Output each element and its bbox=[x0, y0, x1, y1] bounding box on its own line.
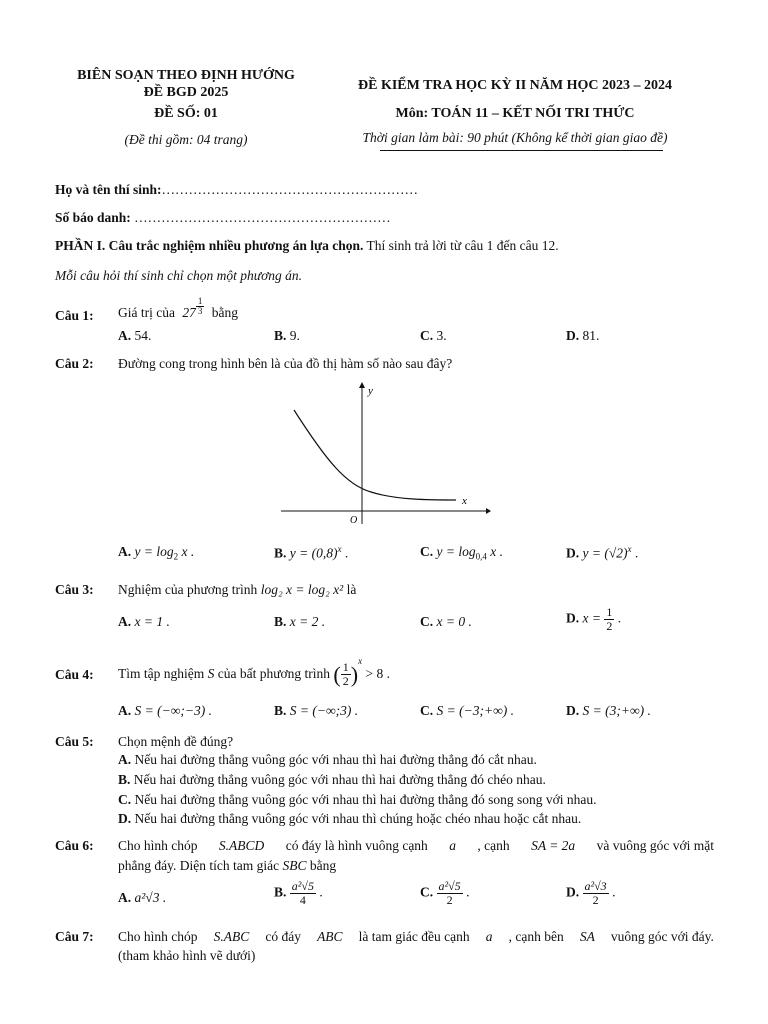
q6-c-fraction: $\frac{\text{a²√5}}{2}$ bbox=[438, 879, 461, 907]
q2-axis-x-label: x bbox=[462, 495, 467, 507]
q4-fraction: $\frac{1}{2}$ bbox=[342, 660, 349, 689]
part1-note: Mỗi câu hỏi thí sinh chỉ chọn một phương án. bbox=[55, 268, 303, 283]
q3-equation: log₂ x = log₂ x² bbox=[260, 582, 344, 597]
q6-option-c: C. $\frac{\text{a²√5}}{2}$ . bbox=[420, 879, 470, 907]
q5-option-b: B. Nếu hai đường thẳng vuông góc với nhau thì hai đường thẳng đó chéo nhau. bbox=[118, 772, 546, 787]
q2-option-a: A. $y = \log_2 x$ . bbox=[118, 544, 195, 562]
q2-y-arrow bbox=[359, 382, 365, 388]
part1-title: PHẦN I. Câu trắc nghiệm nhiều phương án lựa chọn. bbox=[55, 238, 364, 253]
q6-d-fraction: $\frac{\text{a²√3}}{2}$ bbox=[584, 879, 607, 907]
q6-label: Câu 6: bbox=[55, 838, 94, 853]
q2-option-c: C. $y = \log_{0,4} x$ . bbox=[420, 544, 503, 562]
q7-line2: (tham khảo hình vẽ dưới) bbox=[118, 948, 256, 963]
q2-option-d: D. $y = (√2)^x$ . bbox=[566, 544, 639, 561]
part1-title-row bbox=[55, 238, 559, 254]
header-right-line3: Thời gian làm bài: 90 phút (Không kể thời gian giao đề) bbox=[362, 130, 668, 145]
q1-stem bbox=[118, 296, 238, 321]
student-name-dots: ………………………………………………… bbox=[161, 182, 419, 197]
student-id-label: Số báo danh: bbox=[55, 210, 135, 225]
q6-b-fraction: $\frac{\text{a²√5}}{4}$ bbox=[291, 879, 314, 907]
q3-option-d: D. x = $\frac{1}{2}$ . bbox=[566, 605, 622, 633]
q5-stem: Chọn mệnh đề đúng? bbox=[118, 734, 234, 749]
q4-option-d: D. S = (3;+∞) . bbox=[566, 703, 651, 718]
q5-label: Câu 5: bbox=[55, 734, 94, 749]
q2-x-arrow bbox=[486, 508, 491, 514]
q1-stem-b: bằng bbox=[211, 305, 238, 320]
q3-option-c: C. x = 0 . bbox=[420, 614, 472, 629]
q3-option-b: B. x = 2 . bbox=[274, 614, 326, 629]
q4-option-a: A. S = (−∞;−3) . bbox=[118, 703, 212, 718]
student-name-label: Họ và tên thí sinh: bbox=[55, 182, 162, 197]
q4-stem: Tìm tập nghiệm S của bất phương trình ( $\frac{1}{2}$ )$^x$ > 8 . bbox=[118, 656, 390, 689]
q3-d-fraction: $\frac{1}{2}$ bbox=[606, 605, 613, 633]
q6-option-b: B. $\frac{\text{a²√5}}{4}$ . bbox=[274, 879, 323, 907]
student-name-row bbox=[55, 182, 418, 198]
q2-curve bbox=[294, 410, 456, 500]
q4-option-b: B. S = (−∞;3) . bbox=[274, 703, 359, 718]
q1-label: Câu 1: bbox=[55, 308, 94, 323]
q2-option-b: B. $y = (0,8)^x$ . bbox=[274, 544, 349, 561]
q5-option-a: A. Nếu hai đường thẳng vuông góc với nhau thì hai đường thẳng đó cắt nhau. bbox=[118, 752, 537, 767]
q4-option-c: C. S = (−3;+∞) . bbox=[420, 703, 514, 718]
q6-option-d: D. $\frac{\text{a²√3}}{2}$ . bbox=[566, 879, 616, 907]
q2-label: Câu 2: bbox=[55, 356, 94, 371]
header-left-line2: ĐỀ BGD 2025 bbox=[143, 85, 229, 100]
student-id-row bbox=[55, 210, 391, 226]
q2-stem: Đường cong trong hình bên là của đồ thị hàm số nào sau đây? bbox=[118, 356, 453, 371]
q1-option-b: B. 9. bbox=[274, 328, 300, 343]
q1-option-c: C. 3. bbox=[420, 328, 447, 343]
q2-graph bbox=[276, 380, 492, 528]
header-right-line1: ĐỀ KIỂM TRA HỌC KỲ II NĂM HỌC 2023 – 2024 bbox=[358, 78, 672, 93]
q6-line1: Cho hình chóp S.ABCD có đáy là hình vuông cạnh a , cạnh SA = 2a và vuông góc với mặt bbox=[118, 838, 714, 853]
q1-option-d: D. 81. bbox=[566, 328, 600, 343]
q3-option-a: A. x = 1 . bbox=[118, 614, 170, 629]
q2-axis-y-label: y bbox=[368, 385, 373, 397]
q3-stem: Nghiệm của phương trình log₂ x = log₂ x² là bbox=[118, 582, 357, 597]
student-id-dots: ………………………………………………… bbox=[134, 210, 391, 225]
q7-label: Câu 7: bbox=[55, 929, 94, 944]
header-underline bbox=[380, 150, 663, 151]
q5-option-d: D. Nếu hai đường thẳng vuông góc với nhau thì chúng hoặc chéo nhau hoặc cắt nhau. bbox=[118, 811, 582, 826]
q2-origin-label: O bbox=[350, 515, 358, 526]
q1-exponent: $\frac{1}{3}$ bbox=[197, 296, 203, 316]
q7-line1: Cho hình chóp S.ABC có đáy ABC là tam giác đều cạnh a , cạnh bên SA vuông góc với đáy. bbox=[118, 929, 714, 944]
q1-option-a: A. 54. bbox=[118, 328, 152, 343]
header-left-line1: BIÊN SOẠN THEO ĐỊNH HƯỚNG bbox=[77, 68, 295, 83]
q1-stem-a: Giá trị của bbox=[118, 305, 175, 320]
header-left-line3: ĐỀ SỐ: 01 bbox=[154, 106, 218, 121]
header-right-line2: Môn: TOÁN 11 – KẾT NỐI TRI THỨC bbox=[395, 106, 635, 121]
q4-label: Câu 4: bbox=[55, 667, 94, 682]
q6-line2: phẳng đáy. Diện tích tam giác SBC bằng bbox=[118, 858, 337, 873]
part1-instruction: Thí sinh trả lời từ câu 1 đến câu 12. bbox=[363, 238, 559, 253]
q6-option-a: A. a²√3 . bbox=[118, 890, 167, 905]
q3-label: Câu 3: bbox=[55, 582, 94, 597]
header-left-line4: (Đề thi gồm: 04 trang) bbox=[124, 132, 248, 147]
q1-base: 27 bbox=[182, 305, 196, 320]
q5-option-c: C. Nếu hai đường thẳng vuông góc với nhau thì hai đường thẳng đó song song với nhau. bbox=[118, 792, 597, 807]
